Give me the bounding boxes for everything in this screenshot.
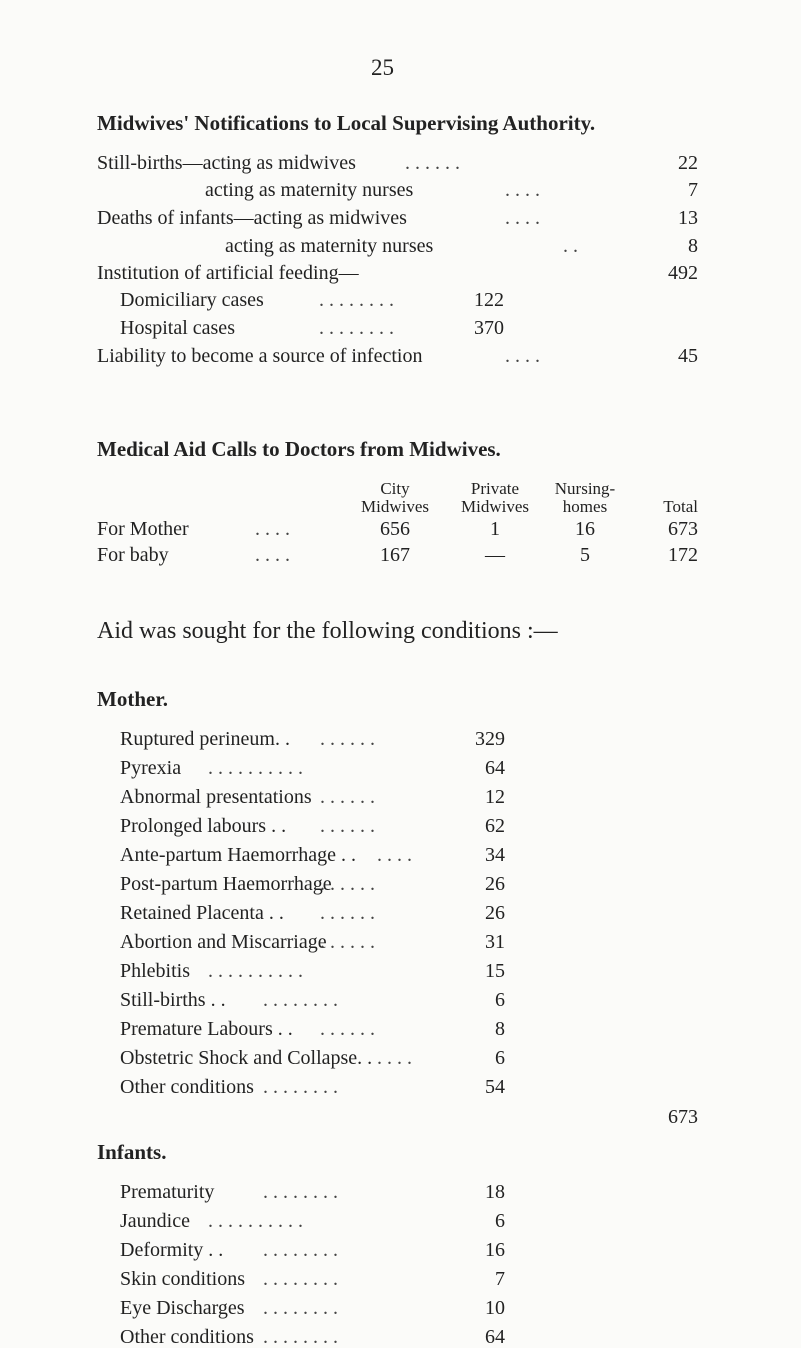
dot-leader: . . xyxy=(563,235,578,257)
dot-leader: . . . . . . xyxy=(405,152,460,174)
dot-leader: . . . . . . . . . . xyxy=(208,757,303,779)
dot-leader: . . . . . . . . xyxy=(263,1268,338,1290)
list-item-value: 6 xyxy=(495,1047,505,1069)
dot-leader: . . . . . . . . . . xyxy=(208,1210,303,1232)
notification-label: acting as maternity nurses xyxy=(205,179,414,201)
list-item-label: Prolonged labours . . xyxy=(120,815,287,837)
table-cell: 167 xyxy=(380,544,410,566)
notifications-title: Midwives' Notifications to Local Supervising Authority. xyxy=(97,111,596,135)
list-item-label: Skin conditions xyxy=(120,1268,246,1290)
row-label: For Mother xyxy=(97,518,189,540)
list-item-label: Obstetric Shock and Collapse. . xyxy=(120,1047,373,1069)
list-item-value: 64 xyxy=(485,757,505,779)
list-item-value: 54 xyxy=(485,1076,505,1098)
dot-leader: . . . . . . . . . . xyxy=(208,960,303,982)
dot-leader: . . . . . . . . xyxy=(263,1239,338,1261)
column-header: City xyxy=(380,479,410,498)
list-item-label: Deformity . . xyxy=(120,1239,224,1261)
dot-leader: . . . . xyxy=(505,207,540,229)
column-header: Nursing- xyxy=(554,479,616,498)
list-item-label: Ruptured perineum. . xyxy=(120,728,290,750)
dot-leader: . . . . . . . . xyxy=(263,1326,338,1348)
list-item-label: Phlebitis xyxy=(120,960,191,982)
column-header: Midwives xyxy=(361,497,429,516)
dot-leader: . . . . . . xyxy=(320,1018,375,1040)
list-item-value: 26 xyxy=(485,873,505,895)
dot-leader: . . . . xyxy=(505,179,540,201)
notification-label: Liability to become a source of infection xyxy=(97,345,423,367)
list-item-value: 6 xyxy=(495,1210,505,1232)
list-item-value: 18 xyxy=(485,1181,505,1203)
notification-label: Institution of artificial feeding— xyxy=(97,262,359,284)
dot-leader: . . . . . . xyxy=(320,931,375,953)
list-item-label: Jaundice xyxy=(120,1210,190,1232)
table-cell: — xyxy=(485,544,505,566)
list-item-value: 31 xyxy=(485,931,505,953)
list-item-label: Prematurity xyxy=(120,1181,215,1203)
table-cell: 16 xyxy=(575,518,595,540)
notification-value: 492 xyxy=(668,262,698,284)
list-item-value: 12 xyxy=(485,786,505,808)
list-item-label: Other conditions xyxy=(120,1076,254,1098)
column-header: Private xyxy=(470,479,520,498)
dot-leader: . . . . . . . . xyxy=(319,317,394,339)
table-cell: 673 xyxy=(668,518,698,540)
dot-leader: . . . . . . xyxy=(320,815,375,837)
list-item-value: 8 xyxy=(495,1018,505,1040)
dot-leader: . . . . xyxy=(505,345,540,367)
medical-aid-title: Medical Aid Calls to Doctors from Midwives. xyxy=(97,437,501,461)
dot-leader: . . . . . . . . xyxy=(263,989,338,1011)
notification-value: 7 xyxy=(688,179,698,201)
infants-heading: Infants. xyxy=(97,1140,167,1164)
column-header: Total xyxy=(663,497,698,516)
list-item-value: 7 xyxy=(495,1268,505,1290)
list-item-value: 15 xyxy=(485,960,505,982)
notification-label: Hospital cases xyxy=(120,317,235,339)
dot-leader: . . . . . . . . xyxy=(263,1076,338,1098)
list-item-value: 329 xyxy=(475,728,505,750)
page-number: 25 xyxy=(371,55,394,80)
list-item-label: Abortion and Miscarriage xyxy=(120,931,327,953)
notification-label: acting as maternity nurses xyxy=(225,235,434,257)
dot-leader: . . . . . . xyxy=(320,728,375,750)
notification-sub-value: 370 xyxy=(474,317,504,339)
notification-label: Domiciliary cases xyxy=(120,289,264,311)
list-item-value: 34 xyxy=(485,844,505,866)
mother-total: 673 xyxy=(668,1106,698,1128)
list-item-value: 26 xyxy=(485,902,505,924)
list-item-label: Abnormal presentations xyxy=(120,786,312,808)
dot-leader: . . . . . . xyxy=(320,873,375,895)
dot-leader: . . . . xyxy=(377,1047,412,1069)
dot-leader: . . . . . . xyxy=(320,786,375,808)
row-label: For baby xyxy=(97,544,169,566)
table-cell: 172 xyxy=(668,544,698,566)
notification-value: 45 xyxy=(678,345,698,367)
list-item-value: 16 xyxy=(485,1239,505,1261)
list-item-value: 10 xyxy=(485,1297,505,1319)
notification-value: 22 xyxy=(678,152,698,174)
column-header: homes xyxy=(562,497,608,516)
list-item-value: 62 xyxy=(485,815,505,837)
dot-leader: . . . . . . . . xyxy=(319,289,394,311)
dot-leader: . . . . xyxy=(255,518,290,540)
dot-leader: . . . . xyxy=(377,844,412,866)
conditions-heading: Aid was sought for the following conditions :— xyxy=(97,618,558,644)
notification-value: 8 xyxy=(688,235,698,257)
notification-sub-value: 122 xyxy=(474,289,504,311)
list-item-label: Premature Labours . . xyxy=(120,1018,293,1040)
list-item-label: Ante-partum Haemorrhage . . xyxy=(120,844,357,866)
notification-label: Still-births—acting as midwives xyxy=(97,152,356,174)
list-item-value: 6 xyxy=(495,989,505,1011)
list-item-label: Eye Discharges xyxy=(120,1297,245,1319)
list-item-value: 64 xyxy=(485,1326,505,1348)
notification-label: Deaths of infants—acting as midwives xyxy=(97,207,407,229)
mother-heading: Mother. xyxy=(97,687,168,711)
table-cell: 656 xyxy=(380,518,410,540)
dot-leader: . . . . . . xyxy=(320,902,375,924)
list-item-label: Post-partum Haemorrhage xyxy=(120,873,332,895)
dot-leader: . . . . . . . . xyxy=(263,1297,338,1319)
dot-leader: . . . . xyxy=(255,544,290,566)
list-item-label: Other conditions xyxy=(120,1326,254,1348)
dot-leader: . . . . . . . . xyxy=(263,1181,338,1203)
column-header: Midwives xyxy=(461,497,529,516)
table-cell: 1 xyxy=(490,518,500,540)
list-item-label: Pyrexia xyxy=(120,757,182,779)
notification-value: 13 xyxy=(678,207,698,229)
list-item-label: Still-births . . xyxy=(120,989,226,1011)
list-item-label: Retained Placenta . . xyxy=(120,902,284,924)
table-cell: 5 xyxy=(580,544,590,566)
